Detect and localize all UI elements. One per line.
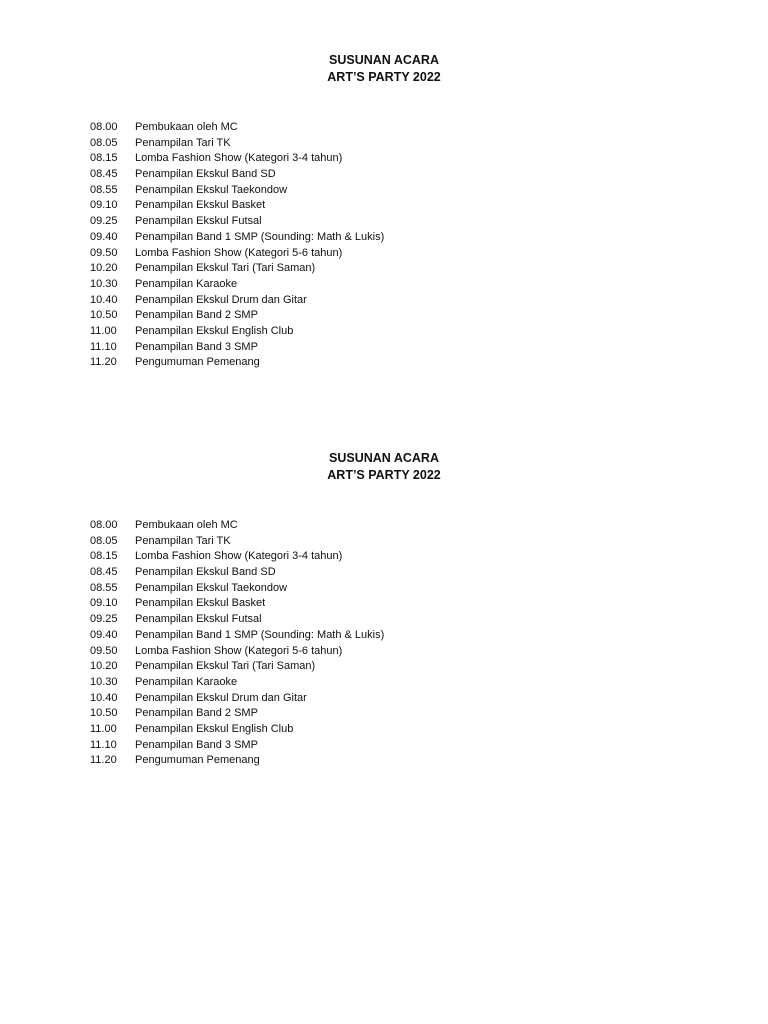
agenda-time: 08.45 bbox=[90, 168, 118, 181]
agenda-time: 10.40 bbox=[90, 691, 118, 704]
agenda-row bbox=[90, 534, 384, 550]
agenda-row bbox=[90, 596, 384, 612]
agenda-event: Penampilan Ekskul Taekondow bbox=[135, 581, 288, 594]
agenda-event: Penampilan Ekskul Drum dan Gitar bbox=[135, 691, 307, 704]
agenda-time: 08.00 bbox=[90, 121, 118, 133]
agenda-event: Lomba Fashion Show (Kategori 5-6 tahun) bbox=[135, 246, 343, 259]
agenda-time: 10.40 bbox=[90, 293, 118, 306]
agenda-row bbox=[90, 136, 384, 152]
agenda-time: 08.00 bbox=[90, 519, 118, 531]
agenda-row bbox=[90, 151, 384, 167]
agenda-event: Penampilan Ekskul Taekondow bbox=[135, 183, 288, 196]
agenda-time: 11.10 bbox=[90, 340, 117, 353]
agenda-time: 10.50 bbox=[90, 309, 118, 322]
agenda-time: 08.55 bbox=[90, 581, 118, 594]
agenda-row bbox=[90, 340, 384, 356]
agenda-row bbox=[90, 675, 384, 691]
agenda-row bbox=[90, 277, 384, 293]
agenda-section-2 bbox=[0, 450, 768, 767]
agenda-row bbox=[90, 753, 384, 769]
agenda-time: 11.00 bbox=[90, 722, 117, 735]
agenda-list bbox=[90, 518, 384, 769]
agenda-event: Penampilan Ekskul Band SD bbox=[135, 168, 276, 181]
agenda-time: 10.20 bbox=[90, 262, 118, 275]
agenda-time: 11.10 bbox=[90, 738, 117, 751]
agenda-event: Penampilan Ekskul Drum dan Gitar bbox=[135, 293, 307, 306]
agenda-row bbox=[90, 198, 384, 214]
agenda-row bbox=[90, 230, 384, 246]
agenda-event: Penampilan Ekskul Tari (Tari Saman) bbox=[135, 660, 316, 673]
agenda-row bbox=[90, 581, 384, 597]
agenda-event: Lomba Fashion Show (Kategori 3-4 tahun) bbox=[135, 550, 343, 563]
agenda-event: Penampilan Tari TK bbox=[135, 534, 231, 547]
agenda-time: 09.40 bbox=[90, 230, 118, 243]
agenda-time: 09.10 bbox=[90, 199, 118, 212]
agenda-event: Penampilan Karaoke bbox=[135, 675, 238, 688]
agenda-time: 10.50 bbox=[90, 707, 118, 720]
agenda-event: Penampilan Karaoke bbox=[135, 277, 238, 290]
agenda-event: Pengumuman Pemenang bbox=[135, 754, 260, 767]
agenda-row bbox=[90, 722, 384, 738]
agenda-row bbox=[90, 644, 384, 660]
agenda-event: Penampilan Band 1 SMP (Sounding: Math & Lukis) bbox=[135, 230, 385, 243]
agenda-event: Penampilan Ekskul Basket bbox=[135, 199, 266, 212]
agenda-row bbox=[90, 738, 384, 754]
agenda-time: 09.40 bbox=[90, 628, 118, 641]
agenda-time: 08.45 bbox=[90, 566, 118, 579]
agenda-time: 09.25 bbox=[90, 613, 118, 626]
agenda-event: Penampilan Ekskul Basket bbox=[135, 597, 266, 610]
agenda-time: 08.15 bbox=[90, 550, 118, 563]
agenda-time: 09.50 bbox=[90, 246, 118, 259]
agenda-row bbox=[90, 308, 384, 324]
agenda-event: Penampilan Tari TK bbox=[135, 136, 231, 149]
agenda-event: Penampilan Ekskul Futsal bbox=[135, 215, 262, 228]
agenda-event: Pengumuman Pemenang bbox=[135, 356, 260, 369]
agenda-row bbox=[90, 518, 384, 534]
section-subtitle: ART’S PARTY 2022 bbox=[327, 70, 441, 84]
agenda-row bbox=[90, 293, 384, 309]
agenda-time: 09.25 bbox=[90, 215, 118, 228]
agenda-time: 11.20 bbox=[90, 754, 117, 767]
agenda-time: 09.50 bbox=[90, 644, 118, 657]
agenda-time: 08.15 bbox=[90, 152, 118, 165]
agenda-time: 08.05 bbox=[90, 534, 118, 547]
agenda-time: 11.20 bbox=[90, 356, 117, 369]
agenda-row bbox=[90, 565, 384, 581]
agenda-event: Penampilan Ekskul English Club bbox=[135, 324, 294, 337]
agenda-row bbox=[90, 549, 384, 565]
agenda-row bbox=[90, 214, 384, 230]
agenda-row bbox=[90, 612, 384, 628]
agenda-time: 10.30 bbox=[90, 277, 118, 290]
agenda-event: Penampilan Ekskul Tari (Tari Saman) bbox=[135, 262, 316, 275]
agenda-event: Penampilan Ekskul Band SD bbox=[135, 566, 276, 579]
agenda-time: 11.00 bbox=[90, 324, 117, 337]
section-subtitle: ART’S PARTY 2022 bbox=[327, 468, 441, 482]
agenda-event: Lomba Fashion Show (Kategori 5-6 tahun) bbox=[135, 644, 343, 657]
agenda-row bbox=[90, 628, 384, 644]
agenda-row bbox=[90, 691, 384, 707]
agenda-time: 10.30 bbox=[90, 675, 118, 688]
agenda-event: Pembukaan oleh MC bbox=[135, 519, 238, 531]
agenda-row bbox=[90, 659, 384, 675]
agenda-event: Pembukaan oleh MC bbox=[135, 121, 238, 133]
agenda-row bbox=[90, 706, 384, 722]
agenda-time: 08.05 bbox=[90, 136, 118, 149]
agenda-event: Penampilan Ekskul English Club bbox=[135, 722, 294, 735]
agenda-row bbox=[90, 167, 384, 183]
agenda-list bbox=[90, 120, 384, 371]
agenda-row bbox=[90, 324, 384, 340]
agenda-event: Penampilan Band 3 SMP bbox=[135, 738, 258, 751]
agenda-row bbox=[90, 183, 384, 199]
agenda-section-1 bbox=[0, 52, 768, 369]
agenda-row bbox=[90, 261, 384, 277]
agenda-row bbox=[90, 120, 384, 136]
agenda-time: 09.10 bbox=[90, 597, 118, 610]
agenda-time: 08.55 bbox=[90, 183, 118, 196]
agenda-event: Penampilan Band 2 SMP bbox=[135, 707, 258, 720]
section-title: SUSUNAN ACARA bbox=[329, 451, 439, 465]
agenda-row bbox=[90, 246, 384, 262]
agenda-event: Penampilan Band 1 SMP (Sounding: Math & Lukis) bbox=[135, 628, 385, 641]
section-title: SUSUNAN ACARA bbox=[329, 53, 439, 67]
agenda-time: 10.20 bbox=[90, 660, 118, 673]
agenda-row bbox=[90, 355, 384, 371]
agenda-event: Penampilan Ekskul Futsal bbox=[135, 613, 262, 626]
agenda-event: Lomba Fashion Show (Kategori 3-4 tahun) bbox=[135, 152, 343, 165]
agenda-event: Penampilan Band 3 SMP bbox=[135, 340, 258, 353]
agenda-event: Penampilan Band 2 SMP bbox=[135, 309, 258, 322]
